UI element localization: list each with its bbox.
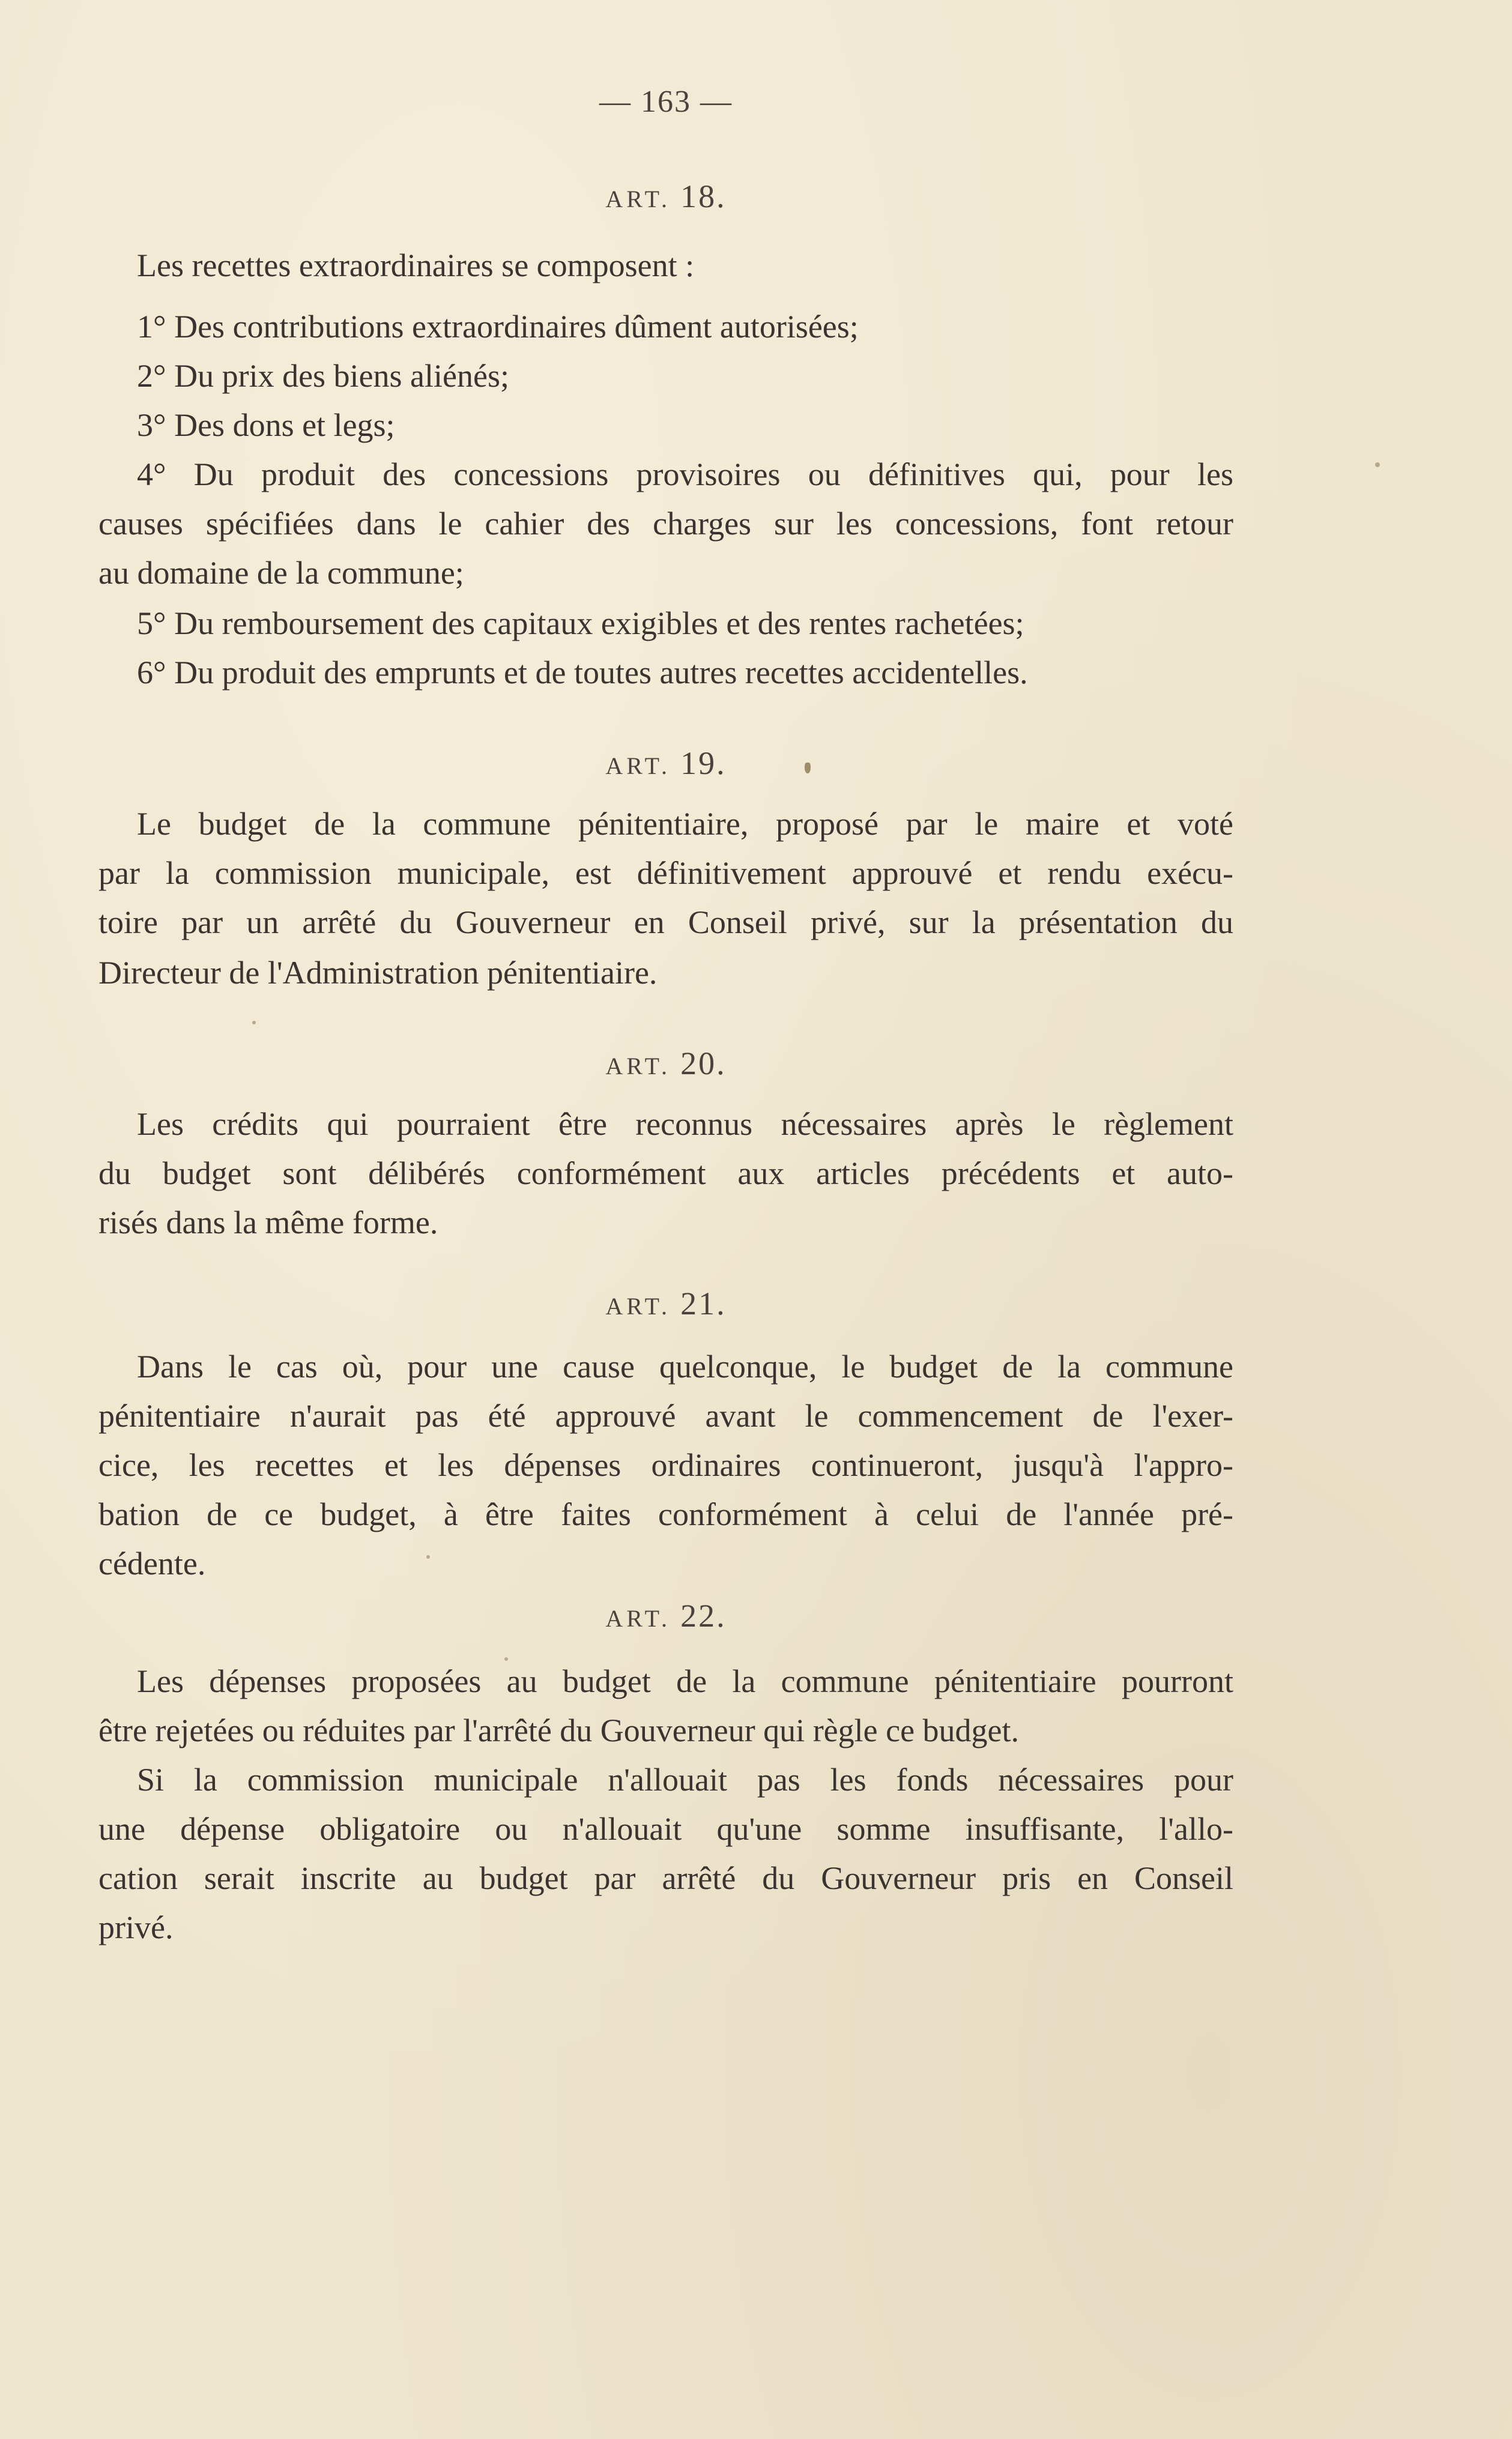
text-line: Directeur de l'Administration pénitentiaire.	[98, 955, 658, 991]
text-line: privé.	[98, 1909, 174, 1945]
text-line: être rejetées ou réduites par l'arrêté du Gouverneur qui règle ce budget.	[98, 1712, 1020, 1748]
text-line: Les recettes extraordinaires se composent :	[137, 247, 695, 283]
text-line: du budget sont délibérés conformément aux articles précédents et auto-	[98, 1155, 1233, 1191]
text-line: par la commission municipale, est définitivement approuvé et rendu exécu-	[98, 855, 1233, 891]
text-line: Le budget de la commune pénitentiaire, proposé par le maire et voté	[137, 806, 1233, 842]
article-number: 18.	[680, 178, 727, 214]
paper-speck	[426, 1555, 430, 1559]
article-number: 22.	[680, 1598, 727, 1634]
article-label: ART.	[605, 752, 671, 779]
text-line: Les crédits qui pourraient être reconnus nécessaires après le règlement	[137, 1106, 1233, 1142]
text-line: cédente.	[98, 1546, 206, 1582]
text-line: 5° Du remboursement des capitaux exigibles et des rentes rachetées;	[137, 605, 1024, 641]
text-line: bation de ce budget, à être faites conformément à celui de l'année pré-	[98, 1496, 1233, 1532]
text-line: 3° Des dons et legs;	[137, 407, 395, 443]
text-line: risés dans la même forme.	[98, 1204, 438, 1241]
text-line: au domaine de la commune;	[98, 555, 464, 591]
article-number: 21.	[680, 1286, 727, 1322]
paper-speck	[504, 1657, 508, 1661]
text-line: causes spécifiées dans le cahier des charges sur les concessions, font retour	[98, 506, 1233, 542]
article-number: 20.	[680, 1045, 727, 1081]
text-line: cice, les recettes et les dépenses ordinaires continueront, jusqu'à l'appro-	[98, 1447, 1233, 1483]
article-heading	[98, 1597, 1233, 1634]
text-line: Les dépenses proposées au budget de la commune pénitentiaire pourront	[137, 1663, 1233, 1699]
text-line: 4° Du produit des concessions provisoires ou définitives qui, pour les	[137, 456, 1233, 492]
ink-speck	[805, 763, 811, 773]
text-line: cation serait inscrite au budget par arrêté du Gouverneur pris en Conseil	[98, 1860, 1233, 1896]
text-line: une dépense obligatoire ou n'allouait qu'une somme insuffisante, l'allo-	[98, 1811, 1233, 1847]
article-label: ART.	[605, 1053, 671, 1080]
text-line: Si la commission municipale n'allouait pas les fonds nécessaires pour	[137, 1762, 1233, 1798]
text-line: Dans le cas où, pour une cause quelconque, le budget de la commune	[137, 1349, 1233, 1385]
text-line: toire par un arrêté du Gouverneur en Conseil privé, sur la présentation du	[98, 904, 1233, 940]
text-line: 1° Des contributions extraordinaires dûment autorisées;	[137, 309, 859, 345]
text-line: 2° Du prix des biens aliénés;	[137, 358, 509, 394]
article-heading	[98, 1045, 1233, 1082]
article-heading	[98, 178, 1233, 215]
article-label: ART.	[605, 186, 671, 213]
article-number: 19.	[680, 745, 727, 781]
article-label: ART.	[605, 1605, 671, 1632]
article-heading	[98, 1285, 1233, 1322]
article-heading	[98, 745, 1233, 782]
paper-speck	[1375, 462, 1380, 467]
paper-speck	[252, 1021, 256, 1024]
text-line: pénitentiaire n'aurait pas été approuvé avant le commencement de l'exer-	[98, 1398, 1233, 1434]
text-line: 6° Du produit des emprunts et de toutes autres recettes accidentelles.	[137, 654, 1028, 691]
article-label: ART.	[605, 1293, 671, 1320]
page-number: — 163 —	[599, 85, 733, 119]
